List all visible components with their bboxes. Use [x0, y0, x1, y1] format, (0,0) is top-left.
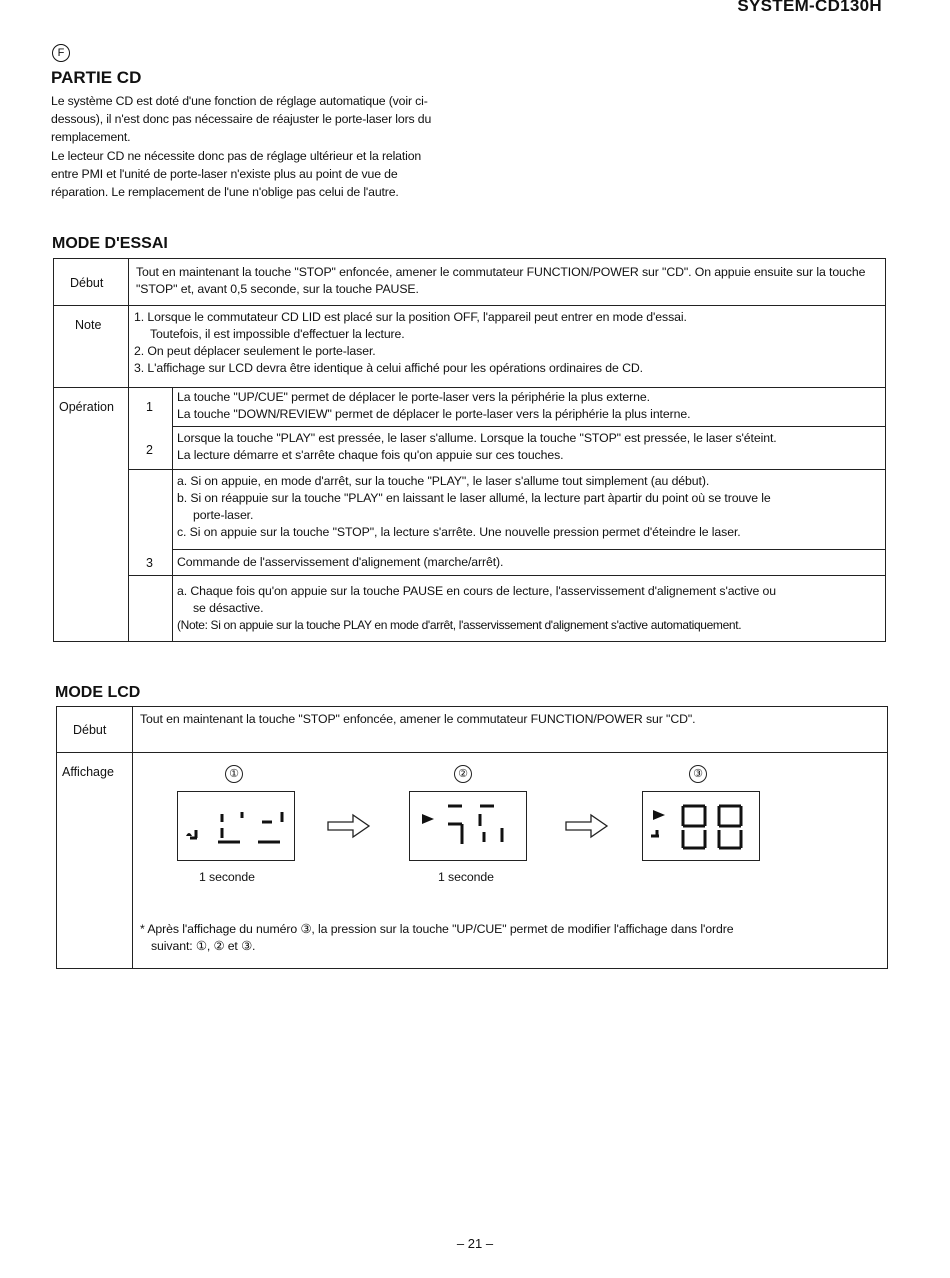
intro-text: [51, 92, 446, 201]
op2-line-b: La lecture démarre et s'arrête chaque fois qu'on appuie sur ces touches.: [177, 448, 564, 462]
lcd-footnote-line-1: * Après l'affichage du numéro ③, la pression sur la touche "UP/CUE" permet de modifier l'affichage dans l'ordre: [140, 922, 734, 936]
op2-sub-a: a. Si on appuie, en mode d'arrêt, sur la touche "PLAY", le laser s'allume tout simplement (au début).: [177, 474, 710, 488]
op2-sub-b: b. Si on réappuie sur la touche "PLAY" en laissant le laser allumé, la lecture part àpartir du point où se trouve le: [177, 491, 771, 505]
duration-label-1: 1 seconde: [199, 870, 255, 884]
op2-number: 2: [146, 443, 153, 457]
step-2-marker: ②: [454, 765, 472, 783]
op3-sublist: [177, 583, 883, 634]
op3-sub-a2: se désactive.: [193, 601, 264, 615]
op2-sub-b2: porte-laser.: [193, 508, 254, 522]
op3-text: Commande de l'asservissement d'alignement (marche/arrêt).: [177, 555, 504, 569]
test-debut-text: Tout en maintenant la touche "STOP" enfoncée, amener le commutateur FUNCTION/POWER sur "CD". On appuie ensuite sur la touche "STOP" et, avant 0,5 seconde, sur la touche PAUSE.: [136, 265, 866, 296]
test-note-label: Note: [75, 318, 102, 332]
note-item-3: 3. L'affichage sur LCD devra être identique à celui affiché pour les opérations ordinaires de CD.: [134, 361, 643, 375]
step-3-marker: ③: [689, 765, 707, 783]
lcd-affichage-label: Affichage: [62, 765, 114, 779]
op2-line-a: Lorsque la touche "PLAY" est pressée, le laser s'allume. Lorsque la touche "STOP" est pressée, le laser s'éteint.: [177, 431, 777, 445]
arrow-right-icon: [565, 813, 609, 839]
note-item-1: 1. Lorsque le commutateur CD LID est placé sur la position OFF, l'appareil peut entrer en mode d'essai.: [134, 310, 687, 324]
model-name: SYSTEM-CD130H: [737, 0, 882, 15]
op1-line-b: La touche "DOWN/REVIEW" permet de déplacer le porte-laser vers la périphérie la plus interne.: [177, 407, 691, 421]
lcd-debut-text: Tout en maintenant la touche "STOP" enfoncée, amener le commutateur FUNCTION/POWER sur "CD".: [140, 712, 696, 726]
op2-text: [177, 430, 882, 464]
lcd-mode-table: [56, 706, 888, 969]
note-item-1b: Toutefois, il est impossible d'effectuer la lecture.: [150, 327, 405, 341]
lcd-display-1-glyphs: [178, 792, 294, 860]
lcd-footnote-line-2: suivant: ①, ② et ③.: [151, 939, 256, 953]
intro-paragraph-2: Le lecteur CD ne nécessite donc pas de réglage ultérieur et la relation entre PMI et l'unité de porte-laser n'existe plus au point de vue de réparation. Le remplacement de l'une n'oblige pas celui de l'autre.: [51, 148, 422, 200]
lcd-display-2: [409, 791, 527, 861]
lcd-debut-label: Début: [73, 723, 107, 737]
test-operation-label: Opération: [59, 400, 114, 414]
lcd-display-1: [177, 791, 295, 861]
op3-note: (Note: Si on appuie sur la touche PLAY en mode d'arrêt, l'asservissement d'alignement s'active automatiquement.: [177, 618, 742, 632]
lcd-footnote: [140, 921, 880, 955]
lcd-display-3: [642, 791, 760, 861]
french-language-mark: F: [52, 44, 70, 62]
op2-sub-c: c. Si on appuie sur la touche "STOP", la lecture s'arrête. Une nouvelle pression permet d'éteindre le laser.: [177, 525, 741, 539]
op2-sublist: [177, 473, 882, 541]
duration-label-2: 1 seconde: [438, 870, 494, 884]
lcd-display-2-glyphs: [410, 792, 526, 860]
section-title-mode-lcd: MODE LCD: [55, 684, 141, 701]
arrow-right-icon: [327, 813, 371, 839]
section-title-partie-cd: PARTIE CD: [51, 68, 142, 87]
section-title-mode-essai: MODE D'ESSAI: [52, 235, 168, 252]
op3-number: 3: [146, 556, 153, 570]
note-item-2: 2. On peut déplacer seulement le porte-laser.: [134, 344, 376, 358]
test-debut-label: Début: [70, 276, 104, 290]
op3-sub-a: a. Chaque fois qu'on appuie sur la touche PAUSE en cours de lecture, l'asservissement d'alignement s'active ou: [177, 584, 777, 598]
op1-text: [177, 389, 882, 423]
op1-line-a: La touche "UP/CUE" permet de déplacer le porte-laser vers la périphérie la plus externe.: [177, 390, 650, 404]
step-1-marker: ①: [225, 765, 243, 783]
page-number: – 21 –: [456, 1236, 494, 1251]
op1-number: 1: [146, 400, 153, 414]
test-mode-table: [53, 258, 886, 642]
test-note-list: [134, 309, 882, 377]
intro-paragraph-1: Le système CD est doté d'une fonction de réglage automatique (voir ci-dessous), il n'est donc pas nécessaire de réajuster le porte-laser lors du remplacement.: [51, 94, 432, 145]
lcd-display-3-glyphs: [643, 792, 759, 860]
